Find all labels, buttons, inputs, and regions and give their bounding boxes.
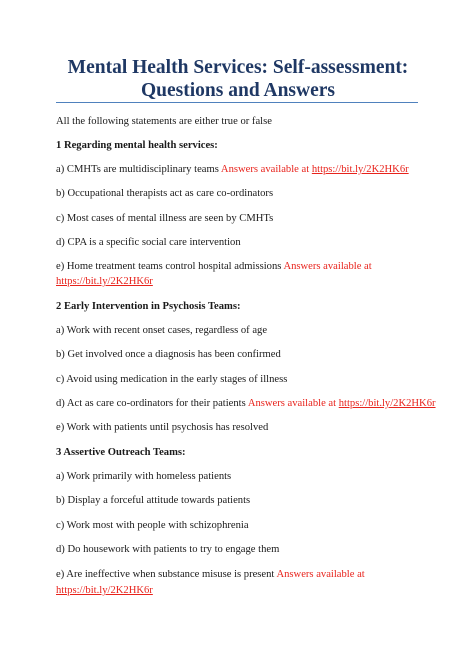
question-item: b) Display a forceful attitude towards patients bbox=[56, 495, 251, 506]
title-line-2: Questions and Answers bbox=[141, 80, 335, 101]
question-item: c) Work most with people with schizophrenia bbox=[56, 520, 249, 531]
question-item bbox=[56, 568, 365, 581]
question-item: c) Most cases of mental illness are seen by CMHTs bbox=[56, 213, 274, 224]
title-underline bbox=[56, 102, 418, 103]
answers-label: Answers available at bbox=[283, 261, 372, 272]
question-text: a) CMHTs are multidisciplinary teams bbox=[56, 164, 219, 175]
answers-link-line bbox=[56, 584, 153, 597]
question-item: e) Work with patients until psychosis has resolved bbox=[56, 422, 269, 433]
answers-link[interactable]: https://bit.ly/2K2HK6r bbox=[311, 164, 409, 175]
section-heading: 3 Assertive Outreach Teams: bbox=[56, 447, 186, 458]
question-text: e) Home treatment teams control hospital admissions bbox=[56, 261, 282, 272]
question-item: b) Get involved once a diagnosis has been confirmed bbox=[56, 349, 281, 360]
answers-link-line bbox=[56, 275, 153, 288]
answers-link[interactable]: https://bit.ly/2K2HK6r bbox=[338, 398, 436, 409]
question-item: a) Work primarily with homeless patients bbox=[56, 471, 232, 482]
question-item: c) Avoid using medication in the early stages of illness bbox=[56, 374, 288, 385]
answers-link[interactable]: https://bit.ly/2K2HK6r bbox=[56, 585, 153, 596]
question-item: a) Work with recent onset cases, regardless of age bbox=[56, 325, 268, 336]
section-heading: 2 Early Intervention in Psychosis Teams: bbox=[56, 301, 241, 312]
question-text: e) Are ineffective when substance misuse is present bbox=[56, 569, 275, 580]
question-item: d) CPA is a specific social care intervention bbox=[56, 237, 241, 248]
intro-text: All the following statements are either true or false bbox=[56, 116, 272, 127]
answers-label: Answers available at bbox=[220, 164, 310, 175]
section-heading: 1 Regarding mental health services: bbox=[56, 140, 218, 151]
question-item bbox=[56, 163, 409, 176]
document-title bbox=[50, 56, 426, 102]
question-item bbox=[56, 397, 436, 410]
answers-label: Answers available at bbox=[276, 569, 365, 580]
question-text: d) Act as care co-ordinators for their patients bbox=[56, 398, 246, 409]
question-item: d) Do housework with patients to try to engage them bbox=[56, 544, 280, 555]
question-item bbox=[56, 260, 372, 273]
title-line-1: Mental Health Services: Self-assessment: bbox=[67, 57, 409, 78]
question-item: b) Occupational therapists act as care co-ordinators bbox=[56, 188, 274, 199]
answers-label: Answers available at bbox=[247, 398, 337, 409]
answers-link[interactable]: https://bit.ly/2K2HK6r bbox=[56, 276, 153, 287]
